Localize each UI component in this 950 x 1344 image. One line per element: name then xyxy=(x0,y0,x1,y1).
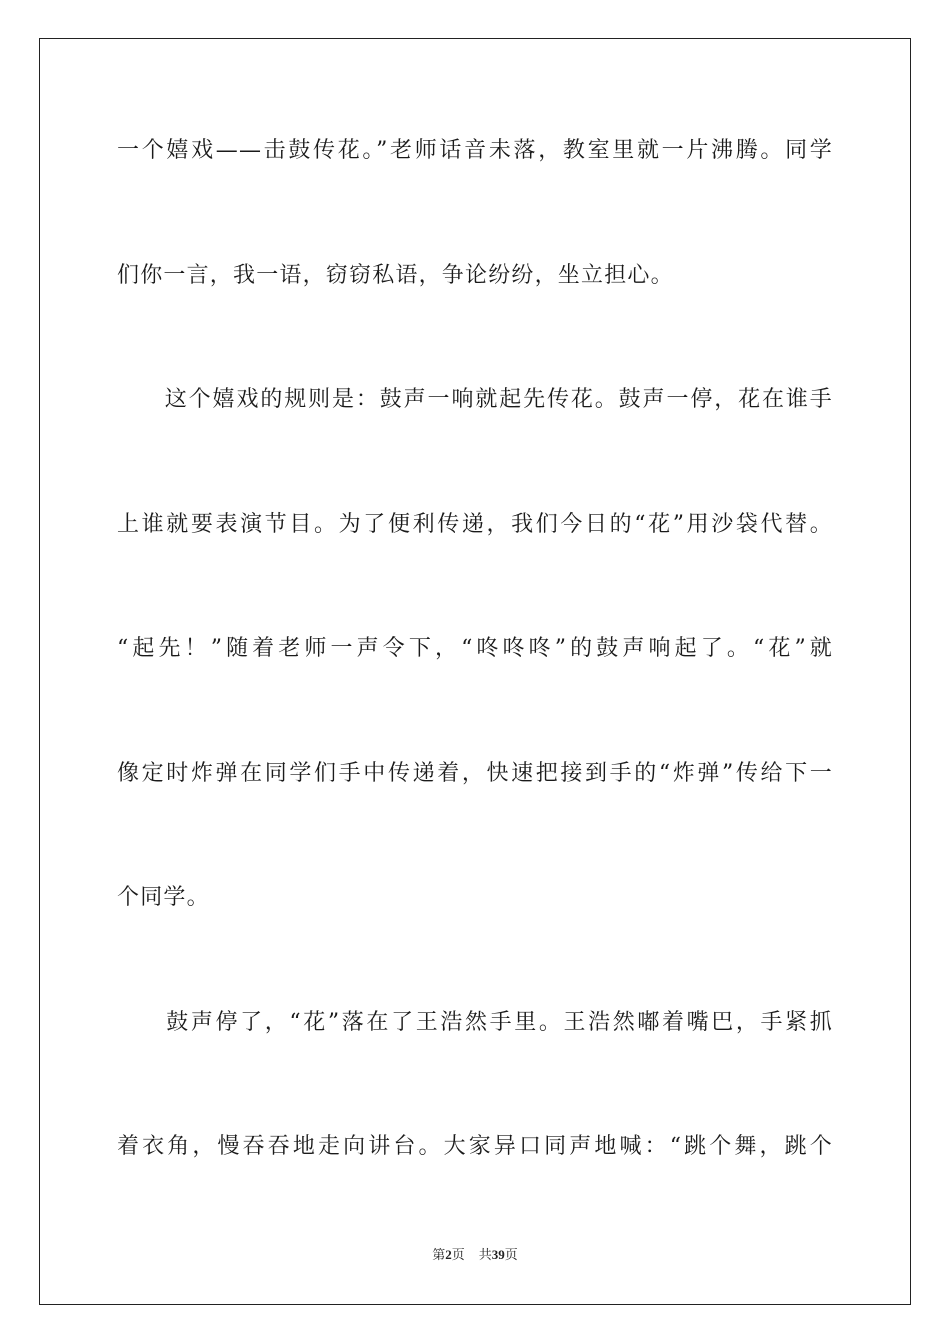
page-footer xyxy=(0,1246,950,1265)
paragraph-line-8: 鼓声停了，“花”落在了王浩然手里。王浩然嘟着嘴巴，手紧抓 xyxy=(117,1010,833,1035)
page-border xyxy=(39,38,911,1305)
paragraph-line-1: 一个嬉戏——击鼓传花。”老师话音未落，教室里就一片沸腾。同学 xyxy=(117,138,833,163)
paragraph-line-2: 们你一言，我一语，窃窃私语，争论纷纷，坐立担心。 xyxy=(117,263,674,288)
paragraph-line-5: “起先！”随着老师一声令下，“咚咚咚”的鼓声响起了。“花”就 xyxy=(117,636,833,661)
paragraph-line-7: 个同学。 xyxy=(117,885,210,910)
total-suffix: 页 xyxy=(504,1248,518,1263)
page-number: 2 xyxy=(445,1247,452,1262)
total-prefix: 共 xyxy=(478,1248,492,1263)
paragraph-line-4: 上谁就要表演节目。为了便利传递，我们今日的“花”用沙袋代替。 xyxy=(117,512,833,537)
paragraph-line-3: 这个嬉戏的规则是：鼓声一响就起先传花。鼓声一停，花在谁手 xyxy=(117,387,833,412)
total-pages: 39 xyxy=(491,1247,505,1262)
paragraph-line-6: 像定时炸弹在同学们手中传递着，快速把接到手的“炸弹”传给下一 xyxy=(117,761,833,786)
paragraph-line-9: 着衣角，慢吞吞地走向讲台。大家异口同声地喊：“跳个舞，跳个 xyxy=(117,1134,833,1159)
page-prefix: 第 xyxy=(432,1248,446,1263)
page-suffix: 页 xyxy=(451,1248,465,1263)
